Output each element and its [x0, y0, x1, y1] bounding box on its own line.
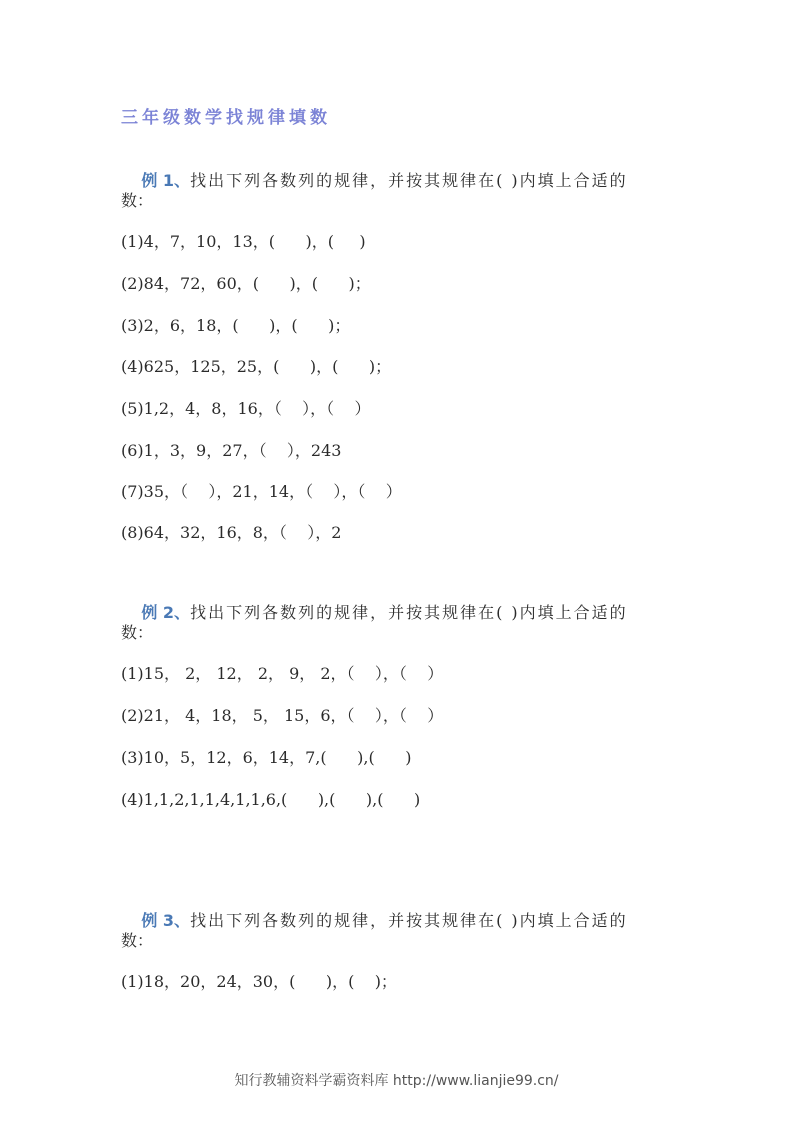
example-1-prompt-continued: 数： [121, 191, 154, 210]
example-1-item-4: (4)625，125，25，( )，( )； [121, 357, 392, 376]
example-2-item-4: (4)1,1,2,1,1,4,1,1,6,( ),( ),( ) [121, 790, 421, 809]
example-3-prompt-continued: 数： [121, 931, 154, 950]
example-1-item-5: (5)1,2，4，8，16，（ ），（ ） [121, 399, 371, 418]
example-1-item-6: (6)1，3，9，27，（ ），243 [121, 441, 342, 460]
example-3-heading [121, 888, 628, 954]
footer-source-text: 知行教辅资料学霸资料库 http://www.lianjie99.cn/ [234, 1073, 559, 1089]
example-1-heading [121, 148, 628, 214]
example-2-item-3: (3)10，5，12，6，14，7,( ),( ) [121, 748, 412, 767]
example-3-prompt: 找出下列各数列的规律，并按其规律在( )内填上合适的 [190, 911, 628, 930]
example-1-item-1: (1)4，7，10，13，( )，( ) [121, 232, 366, 251]
example-1-item-8: (8)64，32，16，8，（ ），2 [121, 523, 342, 542]
example-2-prompt: 找出下列各数列的规律，并按其规律在( )内填上合适的 [190, 603, 628, 622]
example-1-prompt: 找出下列各数列的规律，并按其规律在( )内填上合适的 [190, 171, 628, 190]
example-1-label: 例 1、 [141, 171, 191, 190]
example-2-item-2: (2)21， 4，18， 5， 15，6，（ ），（ ） [121, 706, 444, 725]
example-2-prompt-continued: 数： [121, 623, 154, 642]
example-2-item-1: (1)15， 2， 12， 2， 9， 2，（ ），（ ） [121, 664, 444, 683]
example-3-item-1: (1)18，20，24，30，( )，( )； [121, 972, 397, 991]
example-2-label: 例 2、 [141, 603, 191, 622]
example-1-item-3: (3)2，6，18，( )，( )； [121, 316, 351, 335]
example-1-item-7: (7)35，（ ），21，14，（ ），（ ） [121, 482, 402, 501]
example-2-heading [121, 580, 628, 646]
example-3-label: 例 3、 [141, 911, 191, 930]
example-1-item-2: (2)84，72，60，( )，( )； [121, 274, 371, 293]
page-title: 三年级数学找规律填数 [121, 108, 331, 128]
